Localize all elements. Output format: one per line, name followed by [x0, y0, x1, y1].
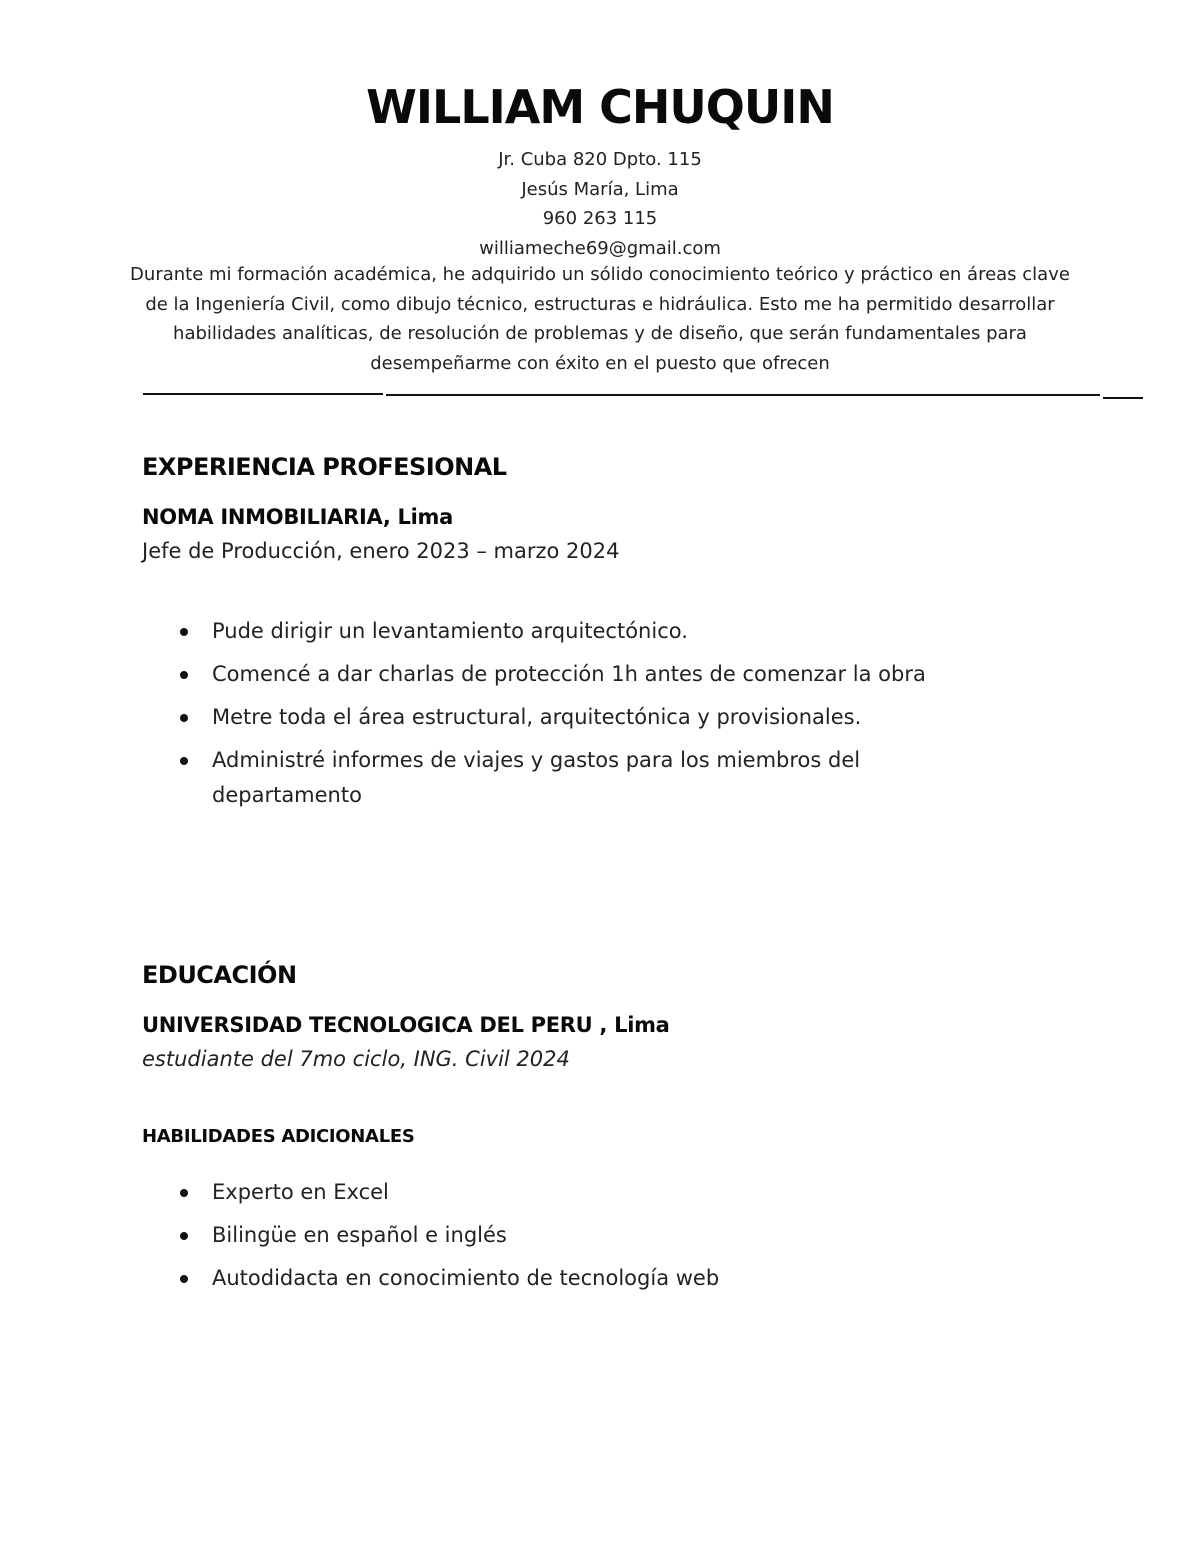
bullet-icon: [180, 714, 188, 722]
phone-number: 960 263 115: [542, 208, 658, 229]
bullet-icon: [180, 628, 188, 636]
divider-line-main: [386, 394, 1100, 396]
experience-bullet-text: Administré informes de viajes y gastos para los miembros del departamento: [212, 748, 861, 807]
experience-bullet-list: [142, 614, 972, 821]
address-line-1: Jr. Cuba 820 Dpto. 115: [498, 149, 702, 170]
candidate-name: WILLIAM CHUQUIN: [366, 80, 834, 134]
list-item: [142, 743, 972, 813]
list-item: [142, 1175, 972, 1210]
skill-text: Autodidacta en conocimiento de tecnología web: [212, 1266, 720, 1290]
skills-heading: HABILIDADES ADICIONALES: [142, 1126, 415, 1147]
education-heading: EDUCACIÓN: [142, 961, 297, 989]
divider-line-right: [1103, 397, 1143, 399]
list-item: [142, 1261, 972, 1296]
bullet-icon: [180, 757, 188, 765]
skills-bullet-list: [142, 1175, 972, 1304]
bullet-icon: [180, 1189, 188, 1197]
list-item: [142, 1218, 972, 1253]
education-detail: estudiante del 7mo ciclo, ING. Civil 2024: [142, 1047, 570, 1071]
experience-bullet-text: Pude dirigir un levantamiento arquitectónico.: [212, 619, 688, 643]
list-item: [142, 700, 972, 735]
bullet-icon: [180, 671, 188, 679]
list-item: [142, 657, 972, 692]
bullet-icon: [180, 1275, 188, 1283]
skill-text: Bilingüe en español e inglés: [212, 1223, 507, 1247]
skill-text: Experto en Excel: [212, 1180, 389, 1204]
experience-bullet-text: Comencé a dar charlas de protección 1h antes de comenzar la obra: [212, 662, 926, 686]
contact-block: [0, 145, 1200, 263]
experience-company: NOMA INMOBILIARIA, Lima: [142, 505, 453, 529]
education-institution: UNIVERSIDAD TECNOLOGICA DEL PERU , Lima: [142, 1013, 670, 1037]
experience-heading: EXPERIENCIA PROFESIONAL: [142, 453, 507, 481]
address-line-2: Jesús María, Lima: [521, 178, 679, 200]
profile-summary: Durante mi formación académica, he adquirido un sólido conocimiento teórico y práctico en áreas clave de la Ingeniería Civil, como dibujo técnico, estructuras e hidráulica. Esto me ha permitido desarrollar habilidades analíticas, de resolución de problemas y de diseño, que serán fundamentales para desempeñarme con éxito en el puesto que ofrecen: [130, 264, 1070, 374]
bullet-icon: [180, 1232, 188, 1240]
list-item: [142, 614, 972, 649]
experience-bullet-text: Metre toda el área estructural, arquitectónica y provisionales.: [212, 705, 862, 729]
divider-line-left: [143, 393, 383, 395]
email-address: williameche69@gmail.com: [479, 237, 721, 259]
experience-role: Jefe de Producción, enero 2023 – marzo 2024: [142, 539, 620, 563]
